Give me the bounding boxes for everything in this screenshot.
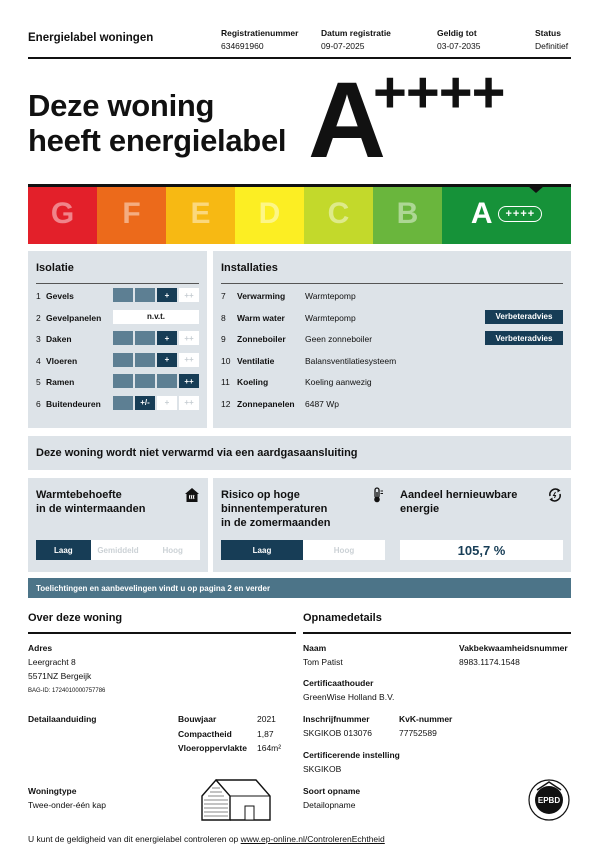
- header-divider: [28, 57, 571, 59]
- semi-detached-house-icon: [200, 776, 272, 822]
- naam-value: Tom Patist: [303, 657, 343, 667]
- isolatie-rating-segment: ++: [179, 374, 199, 388]
- isolatie-rating-segment: +: [157, 331, 177, 345]
- isolatie-rating-value: n.v.t.: [113, 310, 199, 324]
- isolatie-rating-segment: [113, 288, 133, 302]
- installatie-row-label: Verwarming: [237, 291, 286, 301]
- installaties-panel: [213, 251, 571, 428]
- isolatie-rating-segment: [113, 331, 133, 345]
- isolatie-rating-bar: [113, 331, 199, 345]
- bouwjaar-label: Bouwjaar: [178, 714, 217, 724]
- compactheid-value: 1,87: [257, 729, 274, 739]
- installatie-row-value: Geen zonneboiler: [305, 334, 373, 344]
- isolatie-row-label: Gevels: [46, 291, 74, 301]
- isolatie-rating-segment: [113, 374, 133, 388]
- installatie-row-num: 7: [221, 291, 226, 301]
- thermometer-icon: [369, 487, 385, 503]
- hernieuwbaar-card: [392, 478, 571, 572]
- isolatie-rating-segment: [135, 374, 155, 388]
- scale-active-plus: ++++: [498, 206, 542, 222]
- kvk-label: KvK-nummer: [399, 714, 453, 724]
- warmte-option-laag: Laag: [36, 540, 91, 560]
- installatie-row-label: Zonneboiler: [237, 334, 286, 344]
- house-heat-icon: [184, 487, 200, 503]
- footer-link[interactable]: www.ep-online.nl/ControlerenEchtheid: [240, 834, 385, 844]
- isolatie-rating-bar: [113, 374, 199, 388]
- installatie-row-label: Koeling: [237, 377, 269, 387]
- scale-class-c: [304, 184, 373, 244]
- inschrijfnummer-label: Inschrijfnummer: [303, 714, 370, 724]
- isolatie-row-label: Gevelpanelen: [46, 312, 102, 323]
- installatie-row-num: 11: [221, 377, 230, 387]
- scale-class-g: [28, 184, 97, 244]
- isolatie-rating-bar: [113, 353, 199, 367]
- over-divider: [28, 632, 296, 634]
- scale-class-letter: G: [50, 197, 75, 230]
- installatie-row-num: 12: [221, 398, 231, 409]
- installatie-row-value: Warmtepomp: [305, 291, 356, 301]
- installatie-row-label: Warm water: [237, 312, 285, 323]
- isolatie-row-label: Ramen: [46, 377, 75, 387]
- installatie-row-value: 6487 Wp: [305, 398, 340, 409]
- scale-class-d: [235, 184, 304, 244]
- detail-label: Detailaanduiding: [28, 714, 97, 724]
- registration-date: Datum registratie 09-07-2025: [321, 28, 391, 51]
- installatie-row-value: Balansventilatiesysteem: [305, 355, 397, 366]
- isolatie-rating-segment: [135, 353, 155, 367]
- isolatie-row-label: Buitendeuren: [46, 398, 101, 409]
- adres-label: Adres: [28, 643, 53, 653]
- isolatie-divider: [36, 283, 199, 284]
- inschrijfnummer-value: SKGIKOB 013076: [303, 728, 372, 738]
- installatie-row-label: Ventilatie: [237, 355, 275, 366]
- isolatie-rating-segment: ++: [179, 353, 199, 367]
- certificaathouder-value: GreenWise Holland B.V.: [303, 692, 395, 702]
- isolatie-rating-segment: ++: [179, 288, 199, 302]
- kvk-value: 77752589: [399, 728, 437, 738]
- registration-number: Registratienummer 634691960: [221, 28, 299, 51]
- warmtebehoefte-card: [28, 478, 208, 572]
- bag-id: BAG-ID: 1724010000757786: [28, 688, 106, 694]
- hernieuwbaar-value: 105,7 %: [400, 540, 563, 560]
- hernieuwbaar-title: Aandeel hernieuwbare energie: [400, 489, 518, 515]
- woningtype-value: Twee-onder-één kap: [28, 800, 106, 810]
- adres-line1: Leergracht 8: [28, 657, 76, 667]
- installatie-row-label: Zonnepanelen: [237, 398, 295, 409]
- isolatie-row-label: Vloeren: [46, 355, 78, 366]
- scale-class-letter: F: [122, 197, 141, 230]
- risico-option-hoog: Hoog: [303, 540, 385, 560]
- isolatie-row-num: 5: [36, 377, 41, 387]
- bouwjaar-value: 2021: [257, 714, 276, 724]
- verbeteradvies-badge[interactable]: Verbeteradvies: [485, 310, 563, 324]
- installatie-row-num: 10: [221, 355, 231, 366]
- warmtebehoefte-title: Warmtebehoefte in de wintermaanden: [36, 489, 146, 515]
- isolatie-row-num: 1: [36, 291, 41, 301]
- isolatie-rating-segment: ++: [179, 396, 199, 410]
- scale-class-active: [442, 184, 571, 244]
- isolatie-rating-bar: [113, 396, 199, 410]
- isolatie-rating-segment: [135, 331, 155, 345]
- certificerende-instelling-label: Certificerende instelling: [303, 750, 400, 760]
- scale-class-letter: C: [327, 197, 350, 230]
- energy-scale: [28, 184, 571, 244]
- scale-top-rule: [28, 184, 571, 187]
- warmte-option-hoog: Hoog: [145, 540, 200, 560]
- risico-title: Risico op hoge binnentemperaturen in de zomermaanden: [221, 489, 331, 529]
- woningtype-label: Woningtype: [28, 786, 77, 796]
- scale-class-letter: E: [190, 197, 211, 230]
- verbeteradvies-badge[interactable]: Verbeteradvies: [485, 331, 563, 345]
- scale-pointer: [528, 186, 544, 193]
- scale-class-letter: D: [258, 197, 281, 230]
- soort-opname-label: Soort opname: [303, 786, 361, 796]
- scale-class-f: [97, 184, 166, 244]
- naam-label: Naam: [303, 643, 327, 653]
- energy-label-letter: A: [308, 59, 383, 180]
- isolatie-rating-segment: +/-: [135, 396, 155, 410]
- scale-active-letter: A: [470, 197, 493, 230]
- isolatie-rating-segment: ++: [179, 331, 199, 345]
- epbd-logo-text: EPBD: [537, 796, 561, 805]
- vakbekwaamheid-value: 8983.1174.1548: [459, 657, 520, 667]
- vakbekwaamheid-label: Vakbekwaamheidsnummer: [459, 643, 568, 653]
- adres-line2: 5571NZ Bergeijk: [28, 671, 92, 681]
- soort-opname-value: Detailopname: [303, 800, 356, 810]
- isolatie-rating-segment: +: [157, 288, 177, 302]
- isolatie-rating-segment: [157, 374, 177, 388]
- explanation-bar: Toelichtingen en aanbevelingen vindt u op pagina 2 en verder: [28, 578, 571, 598]
- isolatie-row-label: Daken: [46, 334, 72, 344]
- over-title: Over deze woning: [28, 612, 123, 624]
- vloeroppervlakte-label: Vloeroppervlakte: [178, 743, 247, 753]
- certificaathouder-label: Certificaathouder: [303, 678, 374, 688]
- isolatie-title: Isolatie: [36, 262, 74, 274]
- scale-class-e: [166, 184, 235, 244]
- footer-text: U kunt de geldigheid van dit energielabel controleren op: [28, 834, 241, 844]
- isolatie-rating-bar: [113, 288, 199, 302]
- isolatie-rating-bar: [113, 310, 199, 324]
- isolatie-row-num: 3: [36, 334, 41, 344]
- isolatie-row-num: 2: [36, 312, 41, 323]
- warmtebehoefte-scale: [36, 540, 200, 560]
- isolatie-rating-segment: [113, 353, 133, 367]
- isolatie-rating-segment: [135, 288, 155, 302]
- isolatie-rating-segment: [113, 396, 133, 410]
- isolatie-rating-segment: +: [157, 396, 177, 410]
- scale-class-letter: B: [396, 197, 419, 230]
- warmte-option-gemiddeld: Gemiddeld: [91, 540, 146, 560]
- status: Status Definitief: [535, 28, 569, 51]
- energy-label-plus: ++++: [373, 60, 505, 125]
- isolatie-rating-segment: +: [157, 353, 177, 367]
- scale-class-b: [373, 184, 442, 244]
- installaties-divider: [221, 283, 563, 284]
- valid-until: Geldig tot 03-07-2035: [437, 28, 481, 51]
- risico-card: [213, 478, 393, 572]
- risico-option-laag: Laag: [221, 540, 303, 560]
- recycle-icon: [547, 487, 563, 503]
- opname-title: Opnamedetails: [303, 612, 382, 624]
- epbd-logo: [527, 778, 571, 822]
- headline: Deze woning heeft energielabel: [28, 88, 287, 158]
- compactheid-label: Compactheid: [178, 729, 232, 739]
- risico-scale: [221, 540, 385, 560]
- vloeroppervlakte-value: 164m²: [257, 743, 282, 753]
- footer: [28, 834, 385, 844]
- installaties-title: Installaties: [221, 262, 278, 274]
- opname-divider: [303, 632, 571, 634]
- isolatie-row-num: 6: [36, 398, 41, 409]
- installatie-row-value: Warmtepomp: [305, 312, 356, 323]
- installatie-row-value: Koeling aanwezig: [305, 377, 372, 387]
- gas-notice: Deze woning wordt niet verwarmd via een aardgasaansluiting: [28, 436, 571, 470]
- certificerende-instelling-value: SKGIKOB: [303, 764, 342, 774]
- installatie-row-num: 8: [221, 312, 226, 323]
- installatie-row-num: 9: [221, 334, 226, 344]
- document-title: Energielabel woningen: [28, 32, 154, 44]
- isolatie-panel: [28, 251, 207, 428]
- isolatie-row-num: 4: [36, 355, 41, 366]
